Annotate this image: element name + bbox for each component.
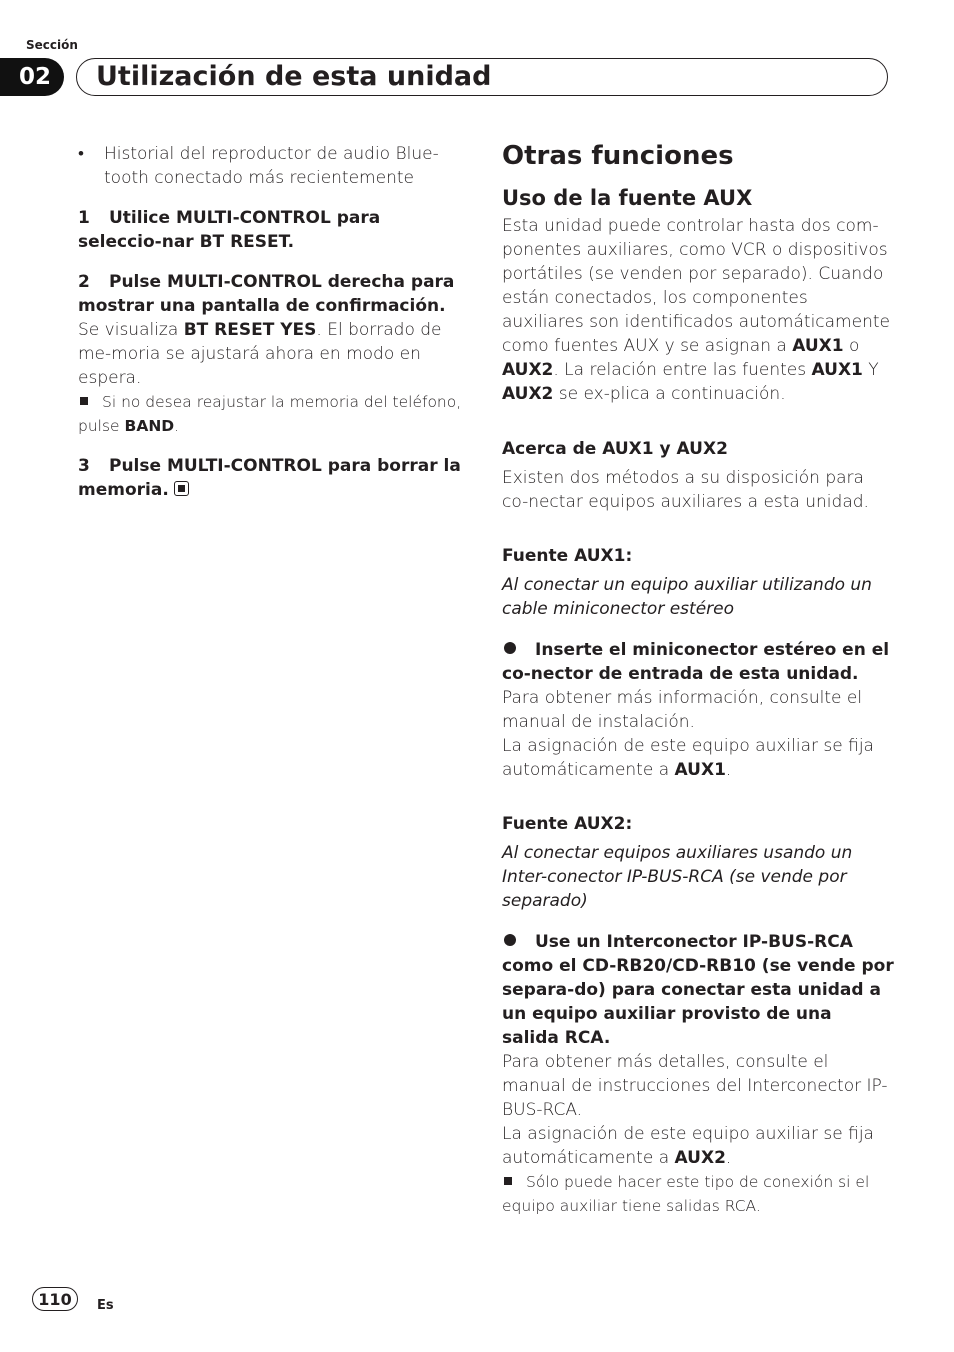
step-2-body-bold: BT RESET YES bbox=[183, 320, 317, 340]
heading-acerca-a: Acerca de bbox=[502, 439, 603, 459]
aux2-body-2-pre: La asignación de este equipo auxiliar se fija automáticamente a bbox=[502, 1124, 874, 1168]
note-band-post: . bbox=[174, 417, 180, 435]
step-2 bbox=[78, 270, 463, 318]
aux2-body-1: Para obtener más detalles, consulte el manual de instrucciones del Interconector IP-BUS-RCA. bbox=[502, 1052, 888, 1120]
aux1-italic: Al conectar un equipo auxiliar utilizando un cable miniconector estéreo bbox=[502, 575, 872, 619]
step-2-body bbox=[78, 318, 463, 390]
aux2-body-2-post: . bbox=[725, 1148, 732, 1168]
aux1-step-dot-icon bbox=[504, 642, 516, 654]
intro-i: se ex-plica a continuación. bbox=[553, 384, 786, 404]
language-code: Es bbox=[97, 1298, 114, 1313]
step-2-number: 2 bbox=[78, 272, 90, 292]
section-number-badge: 02 bbox=[0, 58, 64, 96]
page-number-badge: 110 bbox=[32, 1287, 78, 1311]
intro-a: Esta unidad puede controlar hasta dos com-ponentes auxiliares, como VCR o dispositivos portátiles (se venden por separado). Cuando están conectados, los componentes auxiliares son identificados automáticamente como fuentes AUX y se asignan a bbox=[502, 216, 890, 356]
bullet-item bbox=[78, 142, 463, 190]
methods-paragraph: Existen dos métodos a su disposición para co-nectar equipos auxiliares a esta unidad. bbox=[502, 468, 869, 512]
aux2-note-text: Sólo puede hacer este tipo de conexión si el equipo auxiliar tiene salidas RCA. bbox=[502, 1173, 870, 1215]
aux1-body-2-post: . bbox=[725, 760, 732, 780]
aux1-step-text: Inserte el miniconector estéreo en el co-nector de entrada de esta unidad. bbox=[502, 640, 890, 684]
heading-f2-a: Fuente bbox=[502, 814, 575, 834]
heading-uso-aux: Uso de la fuente AUX bbox=[502, 186, 753, 210]
aux2-step-text: Use un Interconector IP-BUS-RCA como el CD-RB20/CD-RB10 (se vende por separa-do) para conectar esta unidad a un equipo auxiliar provisto de una salida RCA. bbox=[502, 932, 894, 1048]
intro-f: AUX1 bbox=[811, 360, 863, 380]
section-title: Utilización de esta unidad bbox=[96, 61, 492, 92]
note-band-bold: BAND bbox=[124, 417, 175, 435]
aux1-body-2 bbox=[502, 734, 894, 782]
step-1-text: Utilice MULTI-CONTROL para seleccio-nar BT RESET. bbox=[78, 208, 381, 252]
section-label: Sección bbox=[26, 38, 78, 52]
step-3 bbox=[78, 454, 463, 502]
heading-f1-a: Fuente bbox=[502, 546, 575, 566]
step-2-text: Pulse MULTI-CONTROL derecha para mostrar una pantalla de confirmación. bbox=[78, 272, 455, 316]
aux2-note bbox=[502, 1170, 894, 1218]
aux1-step bbox=[502, 638, 894, 686]
step-1-number: 1 bbox=[78, 208, 90, 228]
aux2-body-2-bold: AUX2 bbox=[674, 1148, 726, 1168]
note-square-icon bbox=[80, 397, 88, 405]
bullet-text: Historial del reproductor de audio Blue-tooth conectado más recientemente bbox=[104, 144, 439, 188]
note-band bbox=[78, 390, 463, 438]
aux2-note-square-icon bbox=[504, 1177, 512, 1185]
intro-e: . La relación entre las fuentes bbox=[553, 360, 812, 380]
aux1-body-1: Para obtener más información, consulte el manual de instalación. bbox=[502, 688, 863, 732]
right-column bbox=[502, 138, 894, 1218]
intro-h: AUX2 bbox=[502, 384, 554, 404]
heading-acerca-b: AUX1 y AUX2 bbox=[602, 439, 728, 459]
step-2-body-pre: Se visualiza bbox=[78, 320, 184, 340]
step-3-text: Pulse MULTI-CONTROL para borrar la memoria. bbox=[78, 456, 461, 500]
heading-fuente-aux2 bbox=[502, 812, 894, 836]
intro-c: o bbox=[843, 336, 860, 356]
intro-d: AUX2 bbox=[502, 360, 554, 380]
aux2-step-dot-icon bbox=[504, 934, 516, 946]
note-band-pre: Si no desea reajustar la memoria del teléfono, pulse bbox=[78, 393, 462, 435]
intro-g: Y bbox=[862, 360, 879, 380]
aux1-body-2-bold: AUX1 bbox=[674, 760, 726, 780]
heading-otras-funciones: Otras funciones bbox=[502, 141, 734, 171]
intro-b: AUX1 bbox=[792, 336, 844, 356]
aux1-body-2-pre: La asignación de este equipo auxiliar se fija automáticamente a bbox=[502, 736, 874, 780]
step-2-body-post: . El borrado de me-moria se ajustará ahora en modo en espera. bbox=[78, 320, 442, 388]
heading-acerca bbox=[502, 437, 894, 461]
left-column bbox=[78, 142, 463, 502]
heading-f1-b: AUX1: bbox=[574, 546, 633, 566]
aux2-italic: Al conectar equipos auxiliares usando un Inter-conector IP-BUS-RCA (se vende por separado) bbox=[502, 843, 853, 911]
step-1 bbox=[78, 206, 463, 254]
heading-f2-b: AUX2: bbox=[574, 814, 633, 834]
bullet-dot-icon: • bbox=[78, 144, 84, 164]
end-mark-icon bbox=[174, 481, 189, 496]
step-3-number: 3 bbox=[78, 456, 90, 476]
aux2-step bbox=[502, 930, 894, 1050]
aux2-body-2 bbox=[502, 1122, 894, 1170]
intro-paragraph bbox=[502, 214, 894, 406]
heading-fuente-aux1 bbox=[502, 544, 894, 568]
